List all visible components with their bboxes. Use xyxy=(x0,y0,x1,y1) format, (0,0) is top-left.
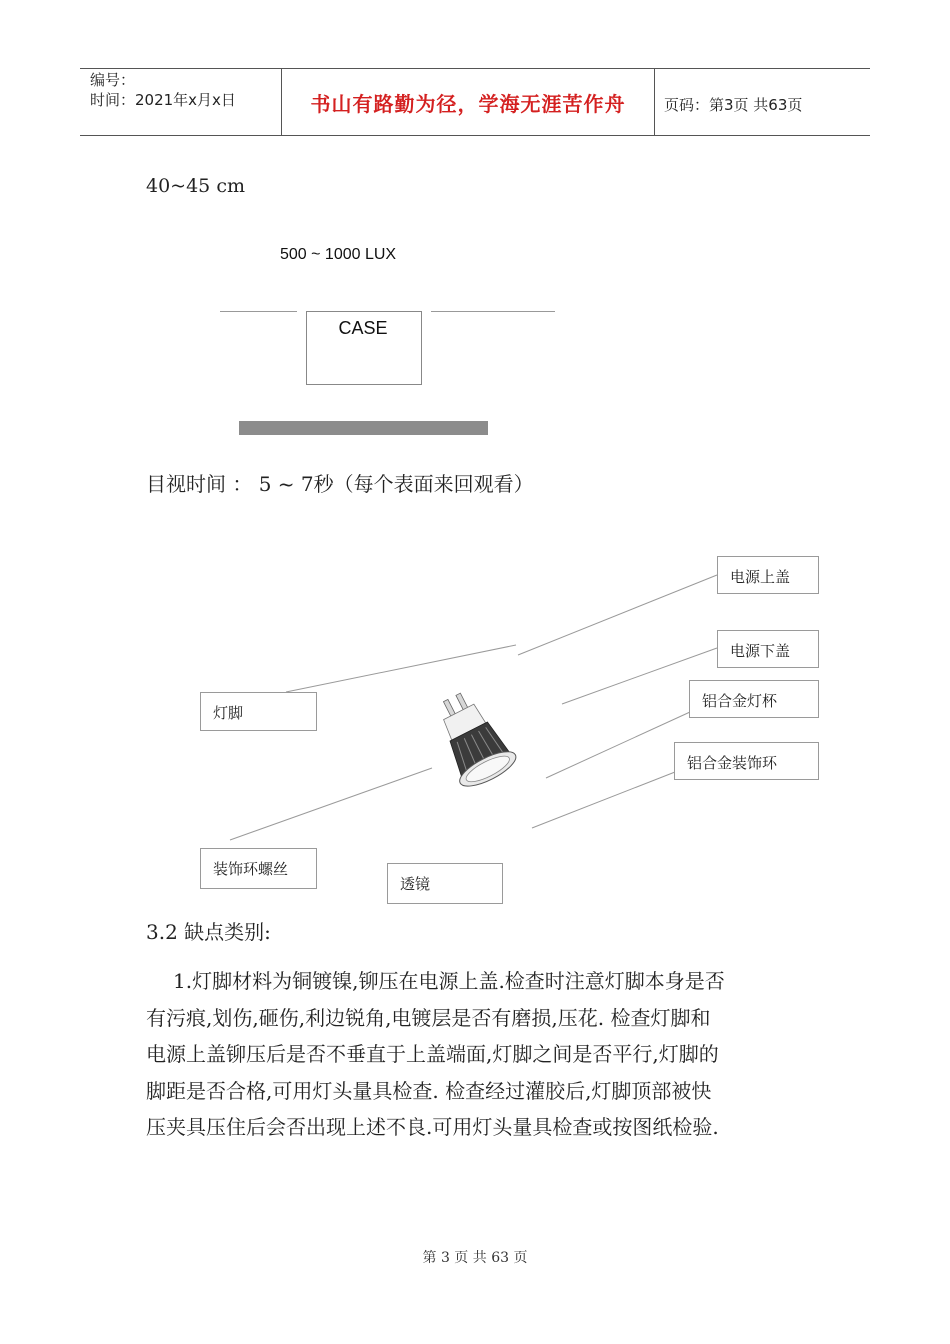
lux-label: 500 ~ 1000 LUX xyxy=(280,246,397,263)
case-label: CASE xyxy=(338,318,388,338)
callout-pins xyxy=(200,692,317,731)
callout-lens xyxy=(387,863,503,904)
callout-upper-cover xyxy=(717,556,819,594)
paragraph-line: 压夹具压住后会否出现上述不良.可用灯头量具检查或按图纸检验. xyxy=(146,1115,719,1139)
leader-line-pins xyxy=(286,645,516,692)
paragraph-line: 电源上盖铆压后是否不垂直于上盖端面,灯脚之间是否平行,灯脚的 xyxy=(146,1042,719,1066)
callout-decor-ring xyxy=(674,742,819,780)
leader-line-upper-cover xyxy=(518,575,717,655)
distance-text: 40~45 cm xyxy=(146,175,245,197)
header-motto: 书山有路勤为径，学海无涯苦作舟 xyxy=(310,92,626,116)
callout-lens-label: 透镜 xyxy=(400,875,431,893)
page-footer: 第 3 页 共 63 页 xyxy=(422,1250,528,1266)
section-heading: 3.2 缺点类别: xyxy=(146,920,271,944)
callout-aluminum-cup xyxy=(689,680,819,718)
paragraph-line: 有污痕,划伤,砸伤,利边锐角,电镀层是否有磨损,压花. 检查灯脚和 xyxy=(146,1005,711,1030)
led-lamp-illustration xyxy=(424,684,521,793)
leader-line-aluminum-cup xyxy=(546,712,690,778)
callout-upper-cover-label: 电源上盖 xyxy=(730,568,791,586)
callout-lower-cover xyxy=(717,630,819,668)
callout-pins-label: 灯脚 xyxy=(213,704,244,722)
paragraph-line: 1.灯脚材料为铜镀镍,铆压在电源上盖.检查时注意灯脚本身是否 xyxy=(173,969,725,993)
defect-paragraph xyxy=(146,963,826,1146)
date-label: 时间：2021年x月x日 xyxy=(90,91,236,109)
leader-line-ring-screw xyxy=(230,768,432,840)
callout-aluminum-cup-label: 铝合金灯杯 xyxy=(702,692,778,710)
callout-decor-ring-label: 铝合金装饰环 xyxy=(687,754,778,772)
inspection-time-text: 目视时间 ： 5 ~ 7秒（每个表面来回观看） xyxy=(146,472,534,496)
callout-ring-screw-label: 装饰环螺丝 xyxy=(213,860,289,878)
leader-line-decor-ring xyxy=(532,772,675,828)
header-page-info: 页码：第3页 共63页 xyxy=(664,96,803,114)
callout-ring-screw xyxy=(200,848,317,889)
callout-lower-cover-label: 电源下盖 xyxy=(730,642,791,660)
serial-number-label: 编号： xyxy=(90,71,136,89)
paragraph-line: 脚距是否合格,可用灯头量具检查. 检查经过灌胶后,灯脚顶部被快 xyxy=(146,1078,712,1103)
